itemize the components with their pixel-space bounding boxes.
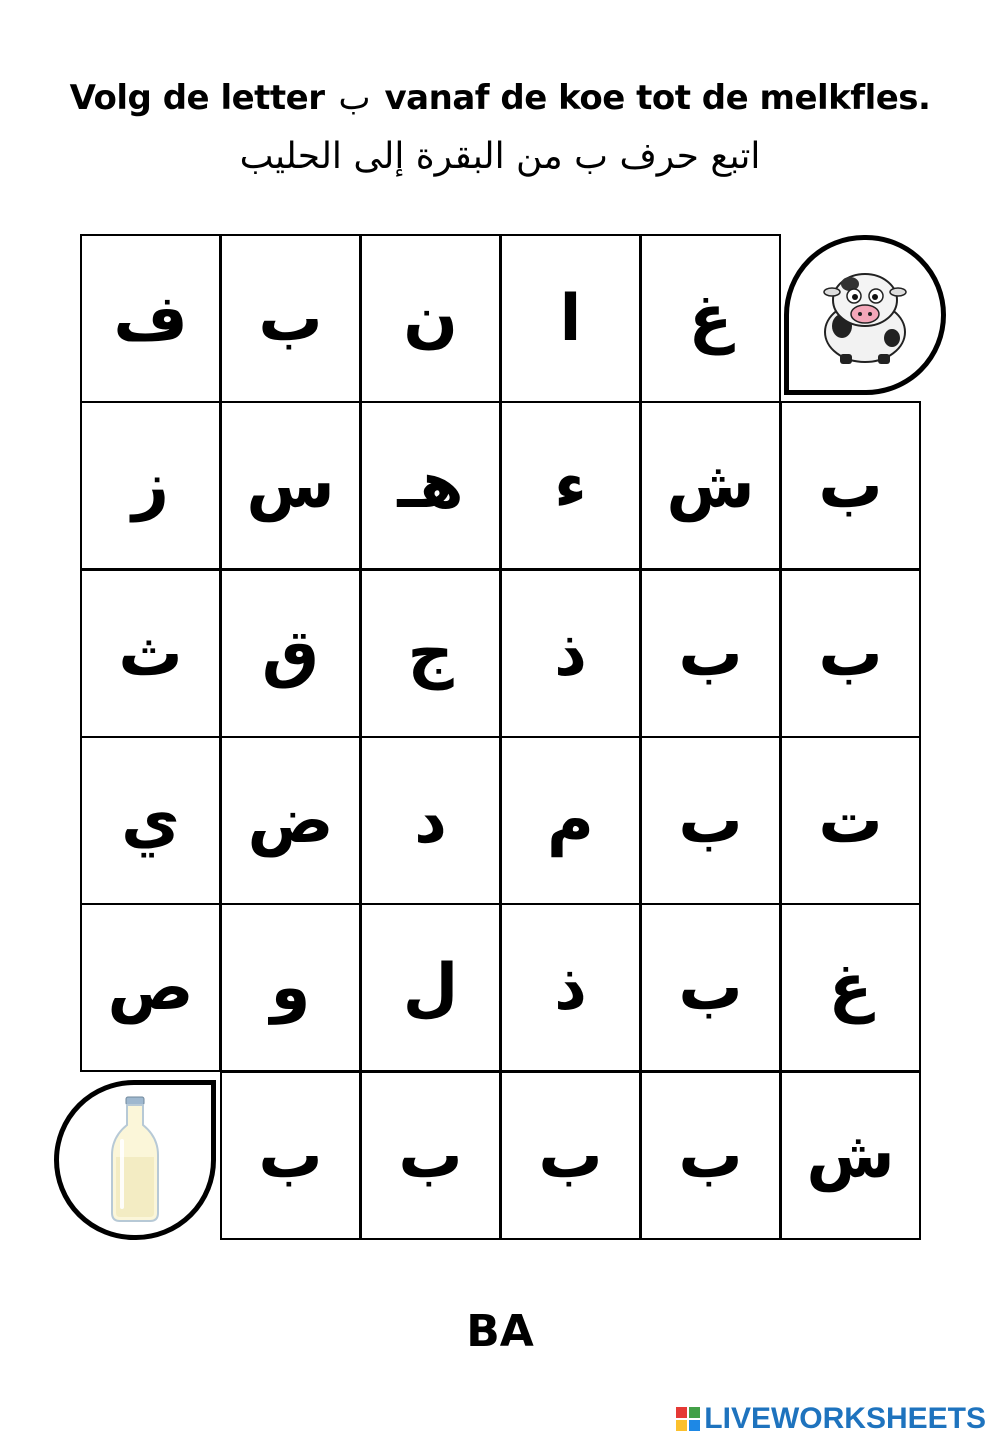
- grid-cell[interactable]: ب: [780, 569, 921, 738]
- grid-cell[interactable]: غ: [640, 234, 781, 403]
- instruction-dutch: [0, 78, 1000, 118]
- logo-square: [676, 1420, 687, 1431]
- grid-cell[interactable]: و: [220, 903, 361, 1072]
- grid-cell[interactable]: ب: [640, 736, 781, 905]
- grid-cell[interactable]: ب: [640, 903, 781, 1072]
- grid-cell[interactable]: ل: [360, 903, 501, 1072]
- grid-cell[interactable]: ي: [80, 736, 221, 905]
- instruction-arabic: اتبع حرف ب من البقرة إلى الحليب: [239, 136, 761, 177]
- grid-cell[interactable]: ب: [640, 569, 781, 738]
- logo-square: [689, 1420, 700, 1431]
- grid-cell[interactable]: ب: [500, 1071, 641, 1240]
- brand: [676, 1402, 986, 1436]
- brand-name: LIVEWORKSHEETS: [704, 1402, 986, 1435]
- grid-cell[interactable]: ش: [780, 1071, 921, 1240]
- grid-cell[interactable]: ب: [220, 234, 361, 403]
- grid-cell[interactable]: ب: [220, 1071, 361, 1240]
- grid-cell[interactable]: ج: [360, 569, 501, 738]
- grid-cell[interactable]: ذ: [500, 903, 641, 1072]
- grid-cell[interactable]: ن: [360, 234, 501, 403]
- instruction-dutch-after: vanaf de koe tot de melkfles.: [384, 78, 931, 118]
- grid-cell[interactable]: ذ: [500, 569, 641, 738]
- cow-icon: [810, 260, 920, 370]
- milk-badge: [54, 1080, 216, 1240]
- grid-cell[interactable]: ب: [640, 1071, 781, 1240]
- grid-cell[interactable]: ق: [220, 569, 361, 738]
- grid-cell[interactable]: ف: [80, 234, 221, 403]
- grid-cell[interactable]: س: [220, 401, 361, 570]
- logo-square: [689, 1407, 700, 1418]
- grid-cell[interactable]: ء: [500, 401, 641, 570]
- grid-cell[interactable]: ا: [500, 234, 641, 403]
- grid-cell[interactable]: ض: [220, 736, 361, 905]
- grid-cell[interactable]: غ: [780, 903, 921, 1072]
- grid-cell[interactable]: هـ: [360, 401, 501, 570]
- milk-bottle-icon: [100, 1095, 170, 1225]
- instruction-letter: ب: [338, 78, 371, 118]
- grid-cell[interactable]: ص: [80, 903, 221, 1072]
- liveworksheets-logo-icon: [676, 1407, 700, 1431]
- footer-letter-name: BA: [466, 1306, 534, 1357]
- instruction-dutch-before: Volg de letter: [69, 78, 325, 118]
- cow-badge: [784, 235, 946, 395]
- grid-cell[interactable]: ب: [360, 1071, 501, 1240]
- grid-cell[interactable]: د: [360, 736, 501, 905]
- logo-square: [676, 1407, 687, 1418]
- grid-cell[interactable]: ش: [640, 401, 781, 570]
- grid-cell[interactable]: م: [500, 736, 641, 905]
- grid-cell[interactable]: ث: [80, 569, 221, 738]
- grid-cell[interactable]: ت: [780, 736, 921, 905]
- grid-cell[interactable]: ب: [780, 401, 921, 570]
- grid-cell[interactable]: ز: [80, 401, 221, 570]
